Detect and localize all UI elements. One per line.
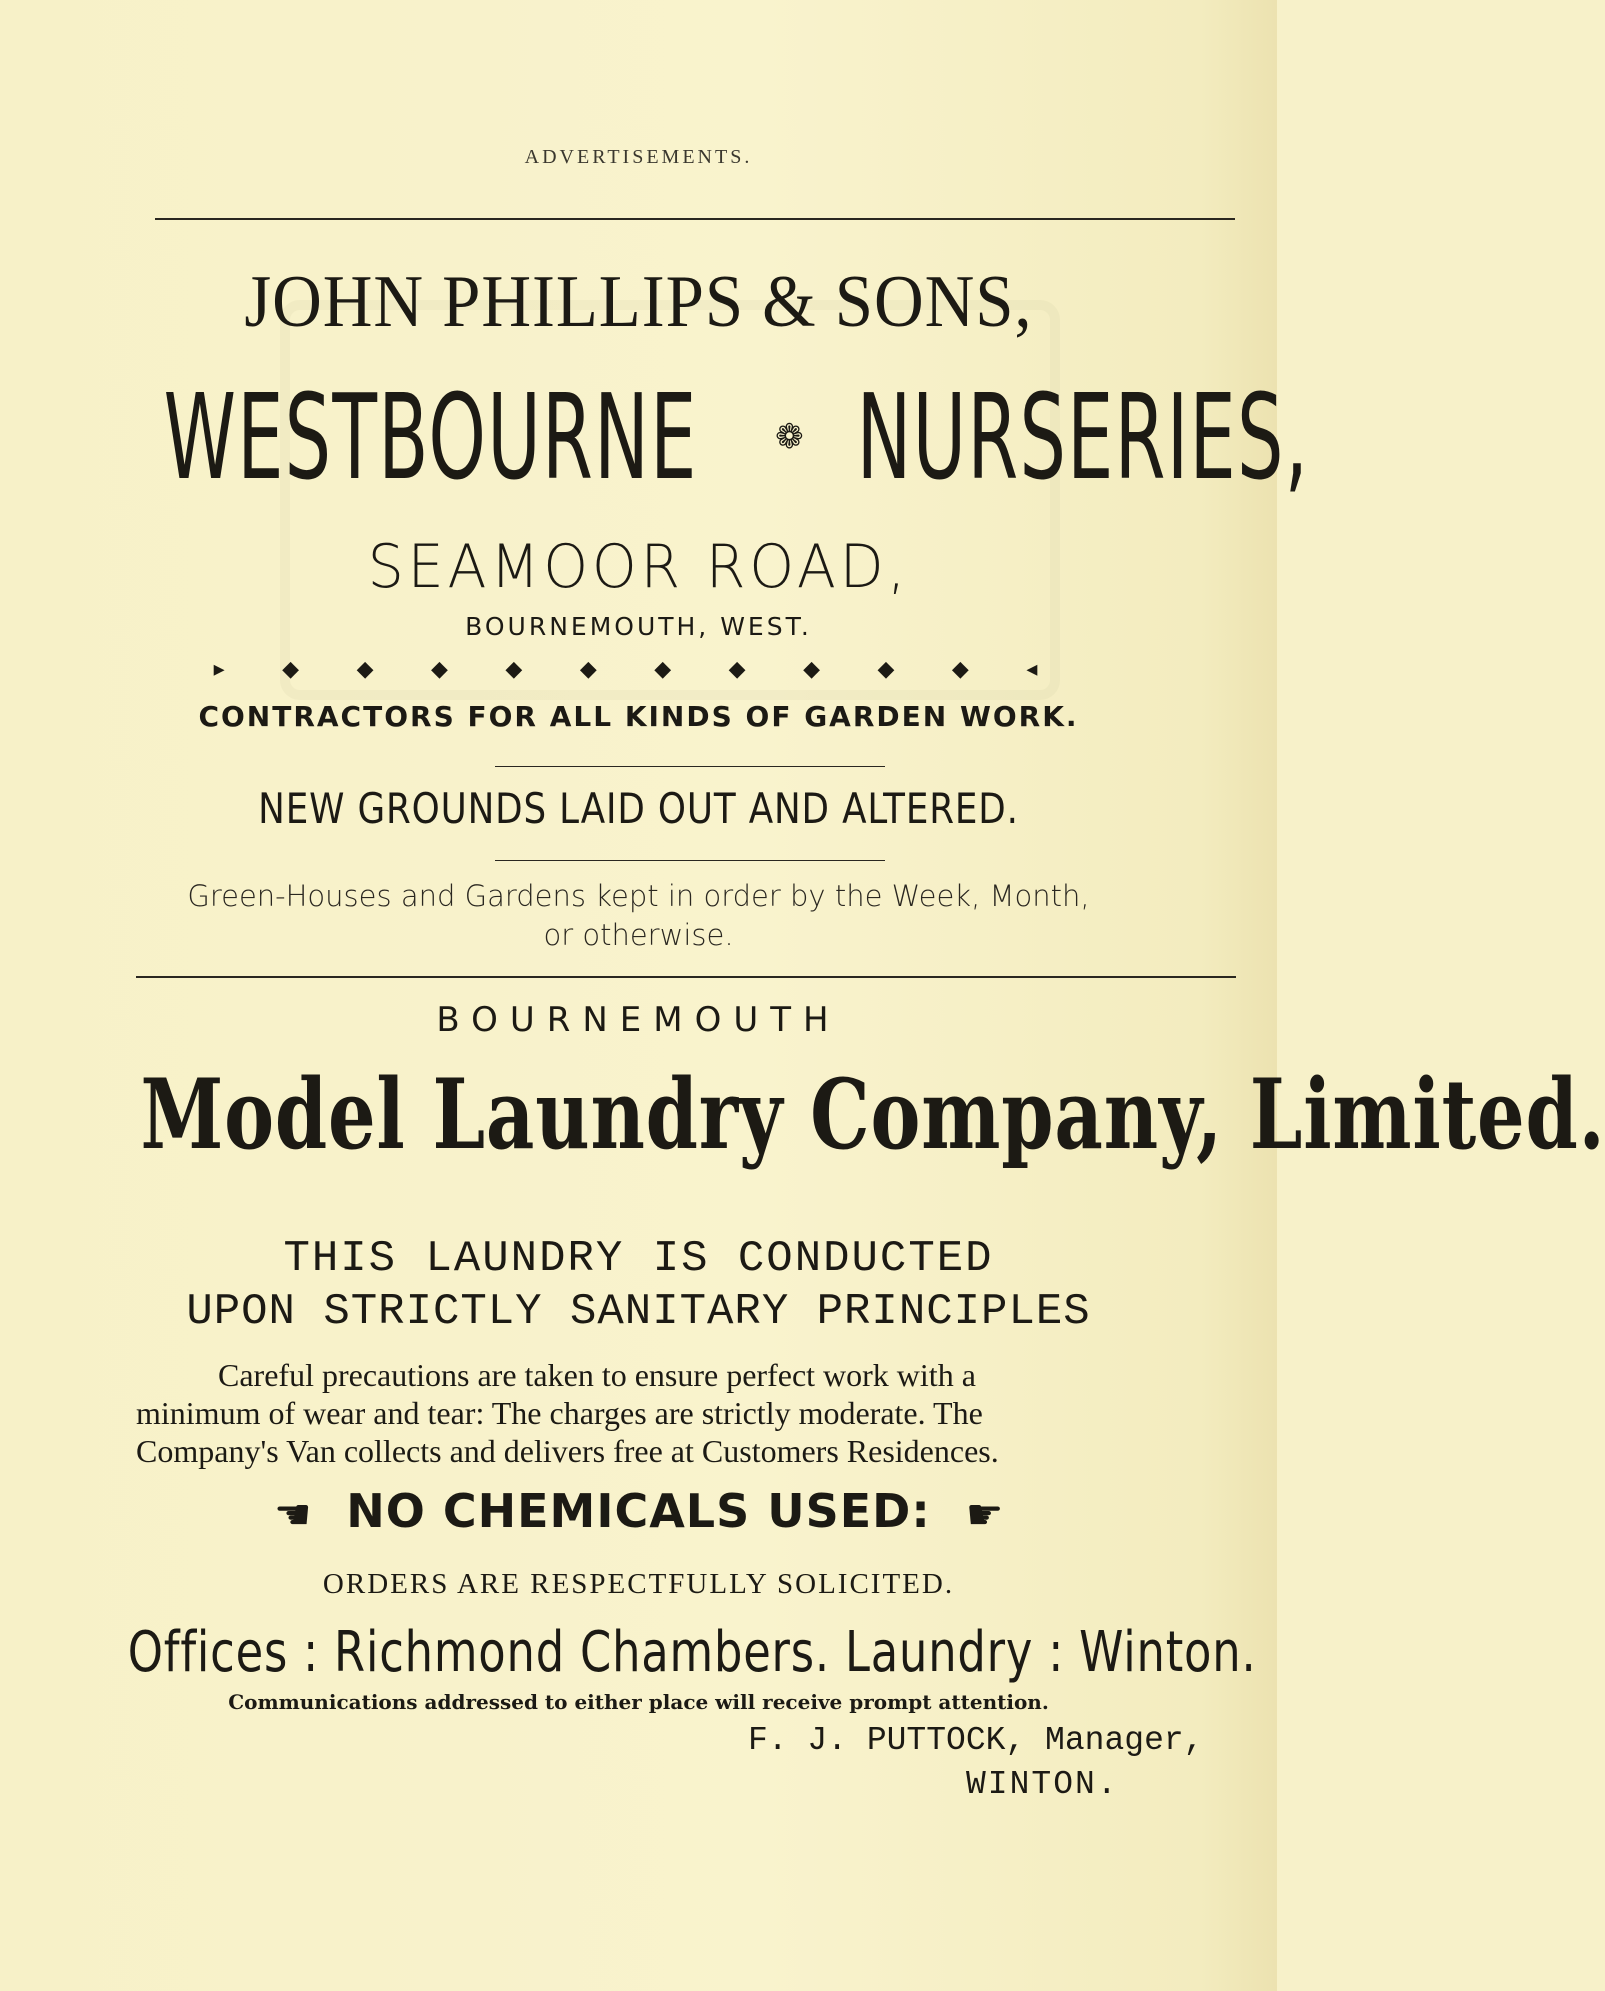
road-address: SEAMOOR ROAD, (367, 532, 910, 602)
nursery-name-left: WESTBOURNE (163, 368, 698, 506)
contractors-line: CONTRACTORS FOR ALL KINDS OF GARDEN WORK. (198, 700, 1079, 733)
sanitary-line-1: THIS LAUNDRY IS CONDUCTED (283, 1234, 994, 1284)
kept-in-order-line-2: or otherwise. (543, 918, 734, 952)
pointing-hand-icon: ☛ (272, 1490, 312, 1539)
town-address: BOURNEMOUTH, WEST. (465, 612, 812, 641)
firm-name: JOHN PHILLIPS & SONS, (244, 261, 1033, 343)
diamond-ornament-row: ▸ ◆ ◆ ◆ ◆ ◆ ◆ ◆ ◆ ◆ ◆ ◂ (213, 656, 1064, 681)
new-grounds-line: NEW GROUNDS LAID OUT AND ALTERED. (258, 784, 1019, 833)
top-rule (155, 218, 1235, 220)
laundry-place: BOURNEMOUTH (436, 1000, 841, 1040)
short-rule-1 (495, 766, 885, 767)
manager-address: WINTON. (966, 1766, 1119, 1803)
section-divider (136, 976, 1236, 978)
no-chemicals-line (0, 1484, 1277, 1539)
precautions-paragraph-line-2: minimum of wear and tear: The charges are strictly moderate. The (136, 1395, 983, 1431)
nurseries-heading (0, 368, 1309, 506)
laundry-company-name: Model Laundry Company, Limited. (140, 1058, 1605, 1171)
nursery-name-right: NURSERIES, (856, 368, 1309, 506)
manager-signature: F. J. PUTTOCK, Manager, (748, 1722, 1204, 1759)
offices-line: Offices : Richmond Chambers. Laundry : Winton. (127, 1620, 1257, 1685)
communications-line: Communications addressed to either place will receive prompt attention. (228, 1690, 1049, 1714)
no-chemicals-text: NO CHEMICALS USED: (346, 1484, 931, 1538)
precautions-paragraph-line-3: Company's Van collects and delivers free at Customers Residences. (136, 1433, 999, 1469)
pointing-hand-icon: ☛ (965, 1490, 1005, 1539)
short-rule-2 (495, 860, 885, 861)
precautions-paragraph-line-1: Careful precautions are taken to ensure perfect work with a (218, 1357, 976, 1393)
orders-line: ORDERS ARE RESPECTFULLY SOLICITED. (322, 1568, 955, 1600)
rosette-ornament-icon: ❁ (775, 419, 804, 456)
kept-in-order-line-1: Green-Houses and Gardens kept in order by the Week, Month, (187, 879, 1090, 913)
running-head: ADVERTISEMENTS. (524, 146, 753, 168)
sanitary-line-2: UPON STRICTLY SANITARY PRINCIPLES (186, 1287, 1091, 1337)
